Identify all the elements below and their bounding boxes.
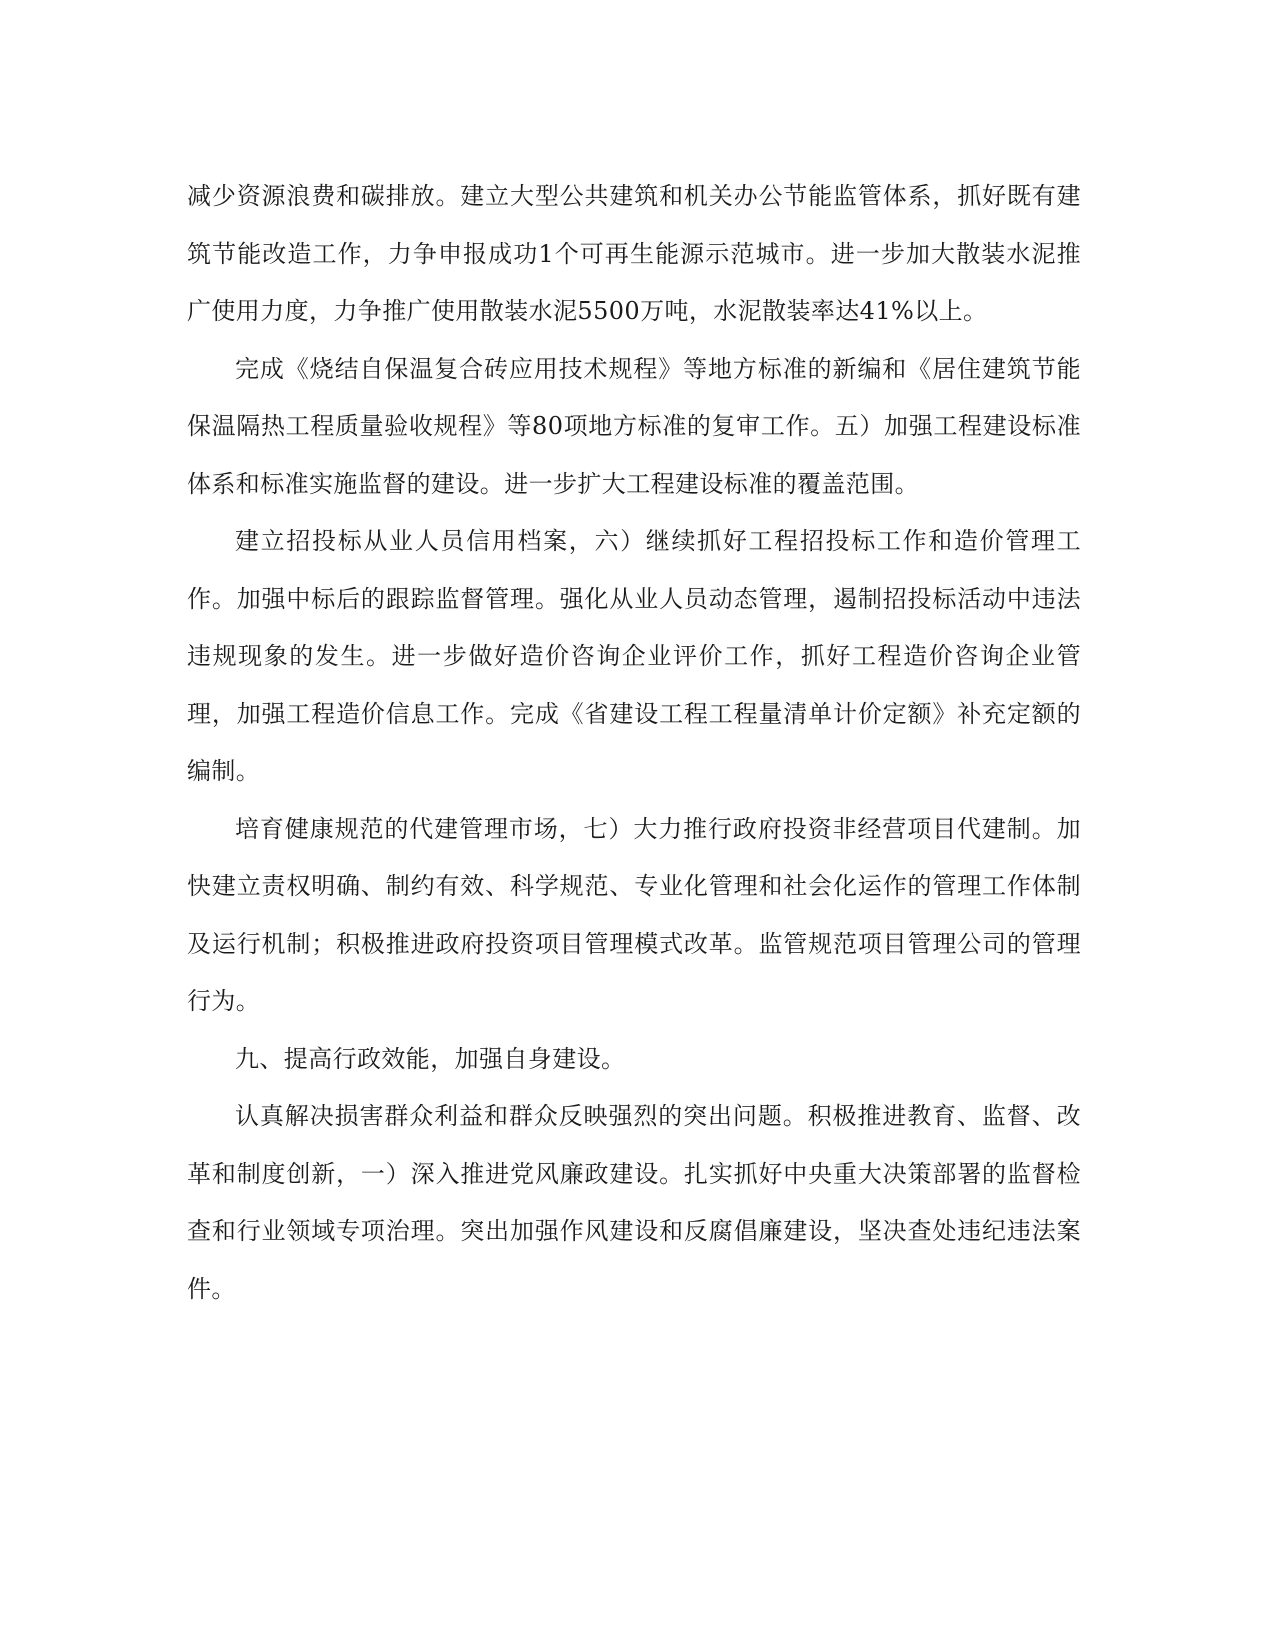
paragraph-3: 建立招投标从业人员信用档案，六）继续抓好工程招投标工作和造价管理工作。加强中标后的跟踪监督管理。强化从业人员动态管理，遏制招投标活动中违法违规现象的发生。进一步做好造价咨询企业评价工作，抓好工程造价咨询企业管理，加强工程造价信息工作。完成《省建设工程工程量清单计价定额》补充定额的编制。 xyxy=(187,527,1081,785)
paragraph-1: 减少资源浪费和碳排放。建立大型公共建筑和机关办公节能监管体系，抓好既有建筑节能改造工作，力争申报成功1个可再生能源示范城市。进一步加大散装水泥推广使用力度，力争推广使用散装水泥5500万吨，水泥散装率达41%以上。 xyxy=(187,182,1081,325)
section-heading: 九、提高行政效能，加强自身建设。 xyxy=(235,1044,626,1073)
paragraph-6: 认真解决损害群众利益和群众反映强烈的突出问题。积极推进教育、监督、改革和制度创新，一）深入推进党风廉政建设。扎实抓好中央重大决策部署的监督检查和行业领域专项治理。突出加强作风建设和反腐倡廉建设，坚决查处违纪违法案件。 xyxy=(187,1102,1081,1303)
document-body xyxy=(187,168,1081,1318)
paragraph-4: 培育健康规范的代建管理市场，七）大力推行政府投资非经营项目代建制。加快建立责权明确、制约有效、科学规范、专业化管理和社会化运作的管理工作体制及运行机制；积极推进政府投资项目管理模式改革。监管规范项目管理公司的管理行为。 xyxy=(187,814,1081,1015)
paragraph-2: 完成《烧结自保温复合砖应用技术规程》等地方标准的新编和《居住建筑节能保温隔热工程质量验收规程》等80项地方标准的复审工作。五）加强工程建设标准体系和标准实施监督的建设。进一步扩大工程建设标准的覆盖范围。 xyxy=(187,354,1081,498)
